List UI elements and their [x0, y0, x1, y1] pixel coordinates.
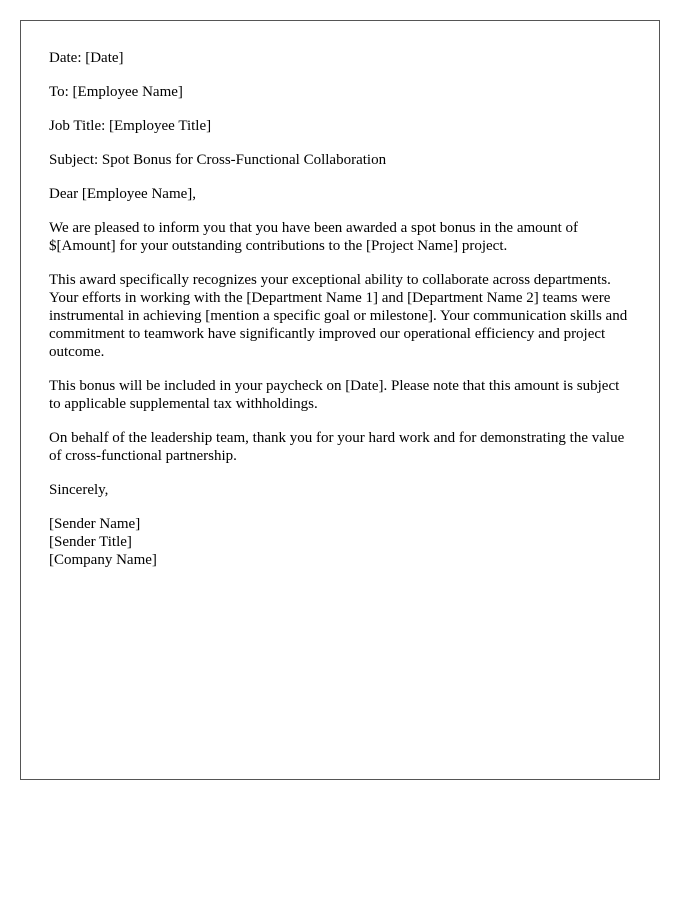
recipient-line: To: [Employee Name] — [49, 84, 183, 100]
letter-document — [20, 20, 660, 780]
salutation: Dear [Employee Name], — [49, 186, 197, 202]
closing: Sincerely, — [49, 482, 109, 498]
paragraph-thanks: On behalf of the leadership team, thank you for your hard work and for demonstrating the value of cross-functional partnership. — [49, 430, 625, 464]
sender-name: [Sender Name] — [49, 516, 141, 532]
signature-block — [49, 515, 633, 569]
paragraph-payment: This bonus will be included in your paycheck on [Date]. Please note that this amount is subject to applicable supplemental tax withholdings. — [49, 378, 620, 412]
company-name: [Company Name] — [49, 552, 157, 568]
paragraph-recognition: This award specifically recognizes your exceptional ability to collaborate across departments. Your efforts in working with the [Department Name 1] and [Department Name 2] teams were instrumental in achieving [mention a specific goal or milestone]. Your communication skills and commitment to teamwork have significantly improved our operational efficiency and project outcome. — [49, 272, 628, 360]
letter-body — [49, 49, 633, 569]
subject-line: Subject: Spot Bonus for Cross-Functional Collaboration — [49, 152, 387, 168]
paragraph-award: We are pleased to inform you that you have been awarded a spot bonus in the amount of $[Amount] for your outstanding contributions to the [Project Name] project. — [49, 220, 579, 254]
job-title-line: Job Title: [Employee Title] — [49, 118, 212, 134]
date-line: Date: [Date] — [49, 50, 124, 66]
sender-title: [Sender Title] — [49, 534, 132, 550]
